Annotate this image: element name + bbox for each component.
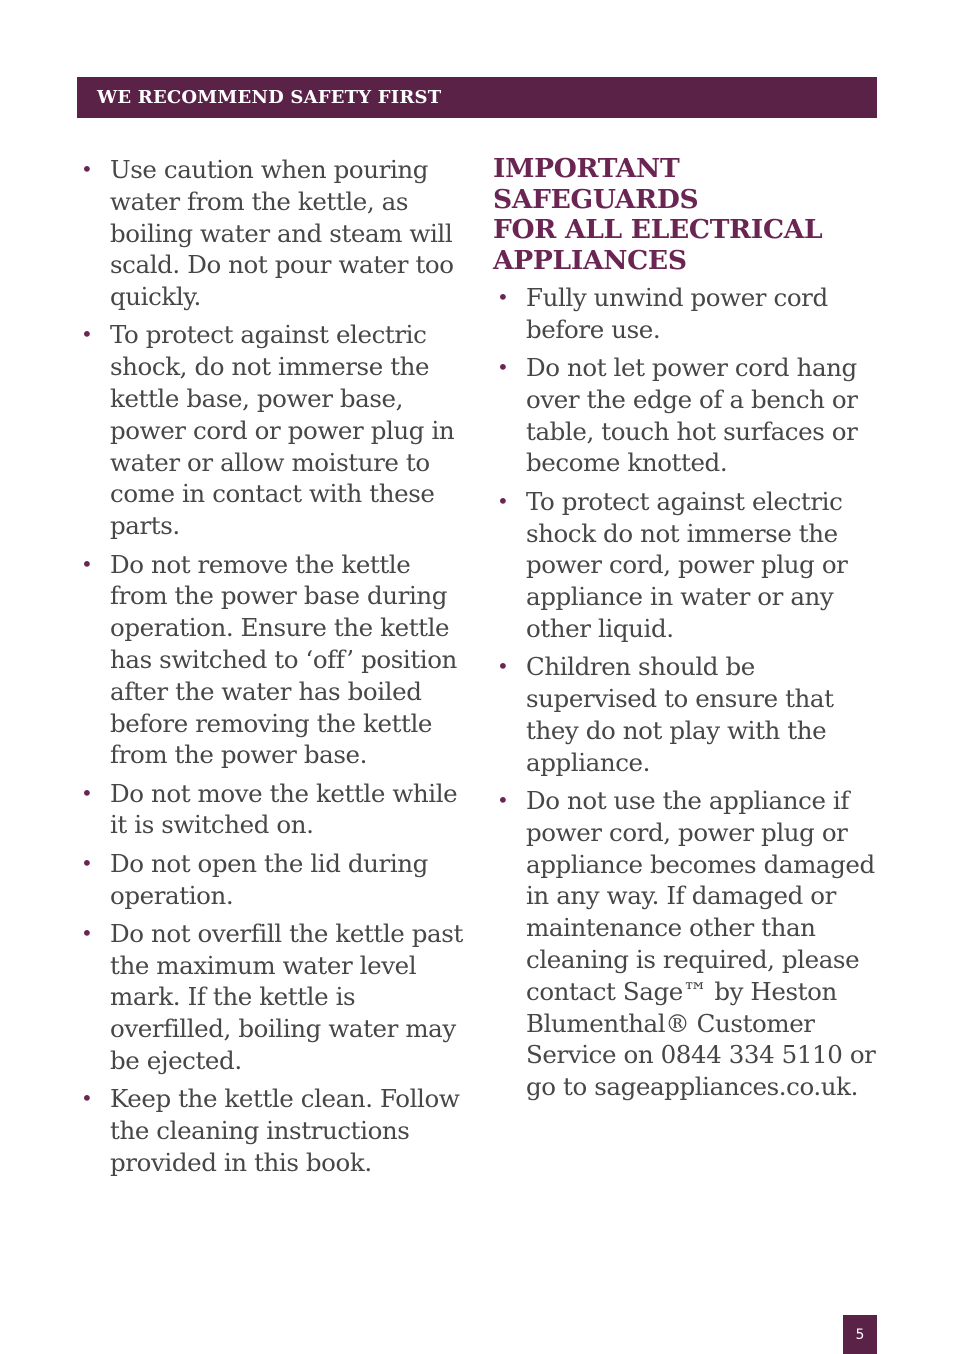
heading-line: FOR ALL ELECTRICAL [493, 214, 823, 245]
bullet-icon: • [81, 780, 93, 805]
list-item [493, 282, 877, 346]
list-item [77, 1083, 472, 1178]
bullet-icon: • [497, 654, 509, 679]
list-item-text: Do not let power cord hang over the edge of a bench or table, touch hot surfaces or become knotted. [526, 353, 858, 478]
safety-list-left [77, 154, 472, 1179]
heading-line: APPLIANCES [493, 244, 687, 276]
list-item [77, 549, 472, 772]
list-item-text: To protect against electric shock do not immerse the power cord, power plug or appliance in water or any other liquid. [526, 486, 848, 643]
section-header-bar [77, 77, 877, 118]
list-item-text: Fully unwind power cord before use. [526, 283, 828, 344]
bullet-icon: • [497, 787, 509, 812]
list-item-text: Use caution when pouring water from the kettle, as boiling water and steam will scald. Do not pour water too quickly. [110, 155, 454, 312]
list-item [493, 486, 877, 645]
bullet-icon: • [81, 1086, 93, 1111]
list-item-text: Do not move the kettle while it is switched on. [110, 778, 458, 840]
list-item-text: Do not remove the kettle from the power base during operation. Ensure the kettle has switched to ‘off’ position after the water has boiled before removing the kettle from the power base. [110, 549, 457, 770]
bullet-icon: • [81, 850, 93, 875]
safeguards-list [493, 282, 877, 1103]
bullet-icon: • [497, 355, 509, 380]
section-header-title: WE RECOMMEND SAFETY FIRST [97, 87, 442, 108]
safeguards-heading [493, 154, 877, 276]
bullet-icon: • [81, 920, 93, 945]
list-item [77, 918, 472, 1077]
list-item [77, 778, 472, 842]
list-item [77, 848, 472, 912]
list-item-text: Do not open the lid during operation. [110, 848, 428, 910]
bullet-icon: • [81, 322, 93, 347]
left-column [77, 154, 472, 1185]
page-number-text: 5 [855, 1326, 865, 1343]
list-item [77, 154, 472, 313]
right-column [493, 154, 877, 1109]
list-item-text: Children should be supervised to ensure that they do not play with the appliance. [526, 652, 834, 777]
list-item [493, 785, 877, 1103]
list-item-text: Do not use the appliance if power cord, power plug or appliance becomes damaged in any way. If damaged or maintenance other than cleaning is required, please contact Sage™ by Heston Blumenthal® Customer Service on 0844 334 5110 or go to sageappliances.co.uk. [526, 785, 876, 1102]
list-item [493, 651, 877, 778]
bullet-icon: • [497, 285, 509, 309]
bullet-icon: • [497, 488, 509, 513]
list-item [77, 319, 472, 542]
list-item-text: Keep the kettle clean. Follow the cleaning instructions provided in this book. [110, 1084, 460, 1177]
heading-line: IMPORTANT SAFEGUARDS [493, 153, 699, 215]
list-item [493, 352, 877, 479]
list-item-text: Do not overfill the kettle past the maximum water level mark. If the kettle is overfilled, boiling water may be ejected. [110, 918, 463, 1076]
bullet-icon: • [81, 551, 93, 576]
list-item-text: To protect against electric shock, do not immerse the kettle base, power base, power cord or power plug in water or allow moisture to come in contact with these parts. [110, 320, 455, 541]
bullet-icon: • [81, 157, 93, 181]
page-number [843, 1315, 877, 1354]
